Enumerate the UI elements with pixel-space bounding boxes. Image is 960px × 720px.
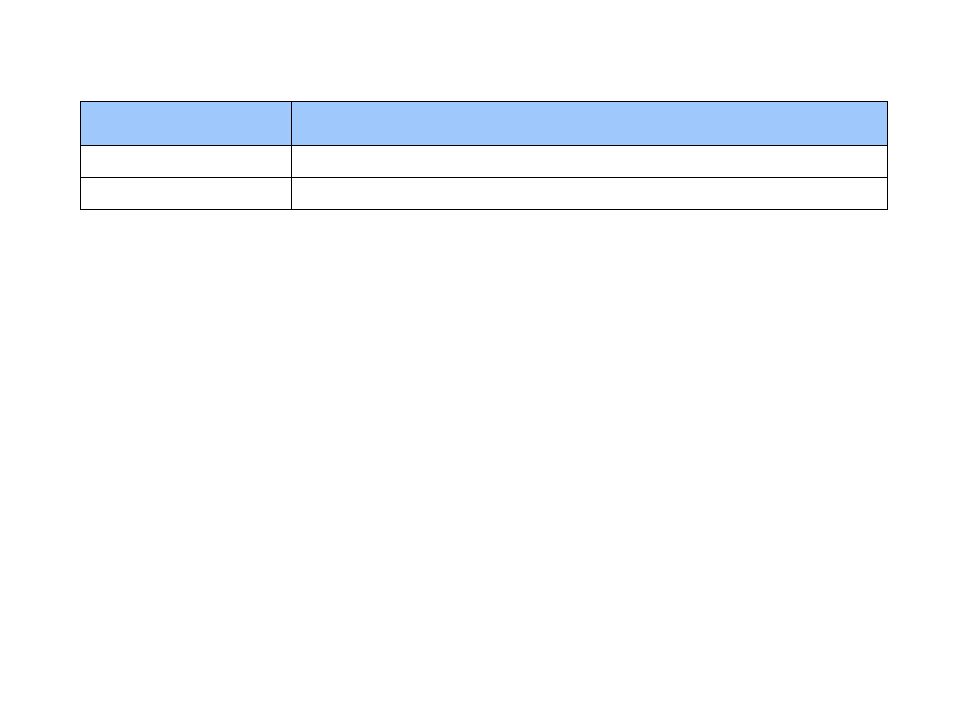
header-description [292,102,888,146]
section-label-properties [81,146,292,178]
section-empty-cell [292,146,888,178]
section-row-properties [81,146,888,178]
table-header-row [81,102,888,146]
section-label-methods [81,178,292,210]
header-property-method [81,102,292,146]
section-empty-cell [292,178,888,210]
properties-methods-table [80,101,888,210]
section-row-methods [81,178,888,210]
